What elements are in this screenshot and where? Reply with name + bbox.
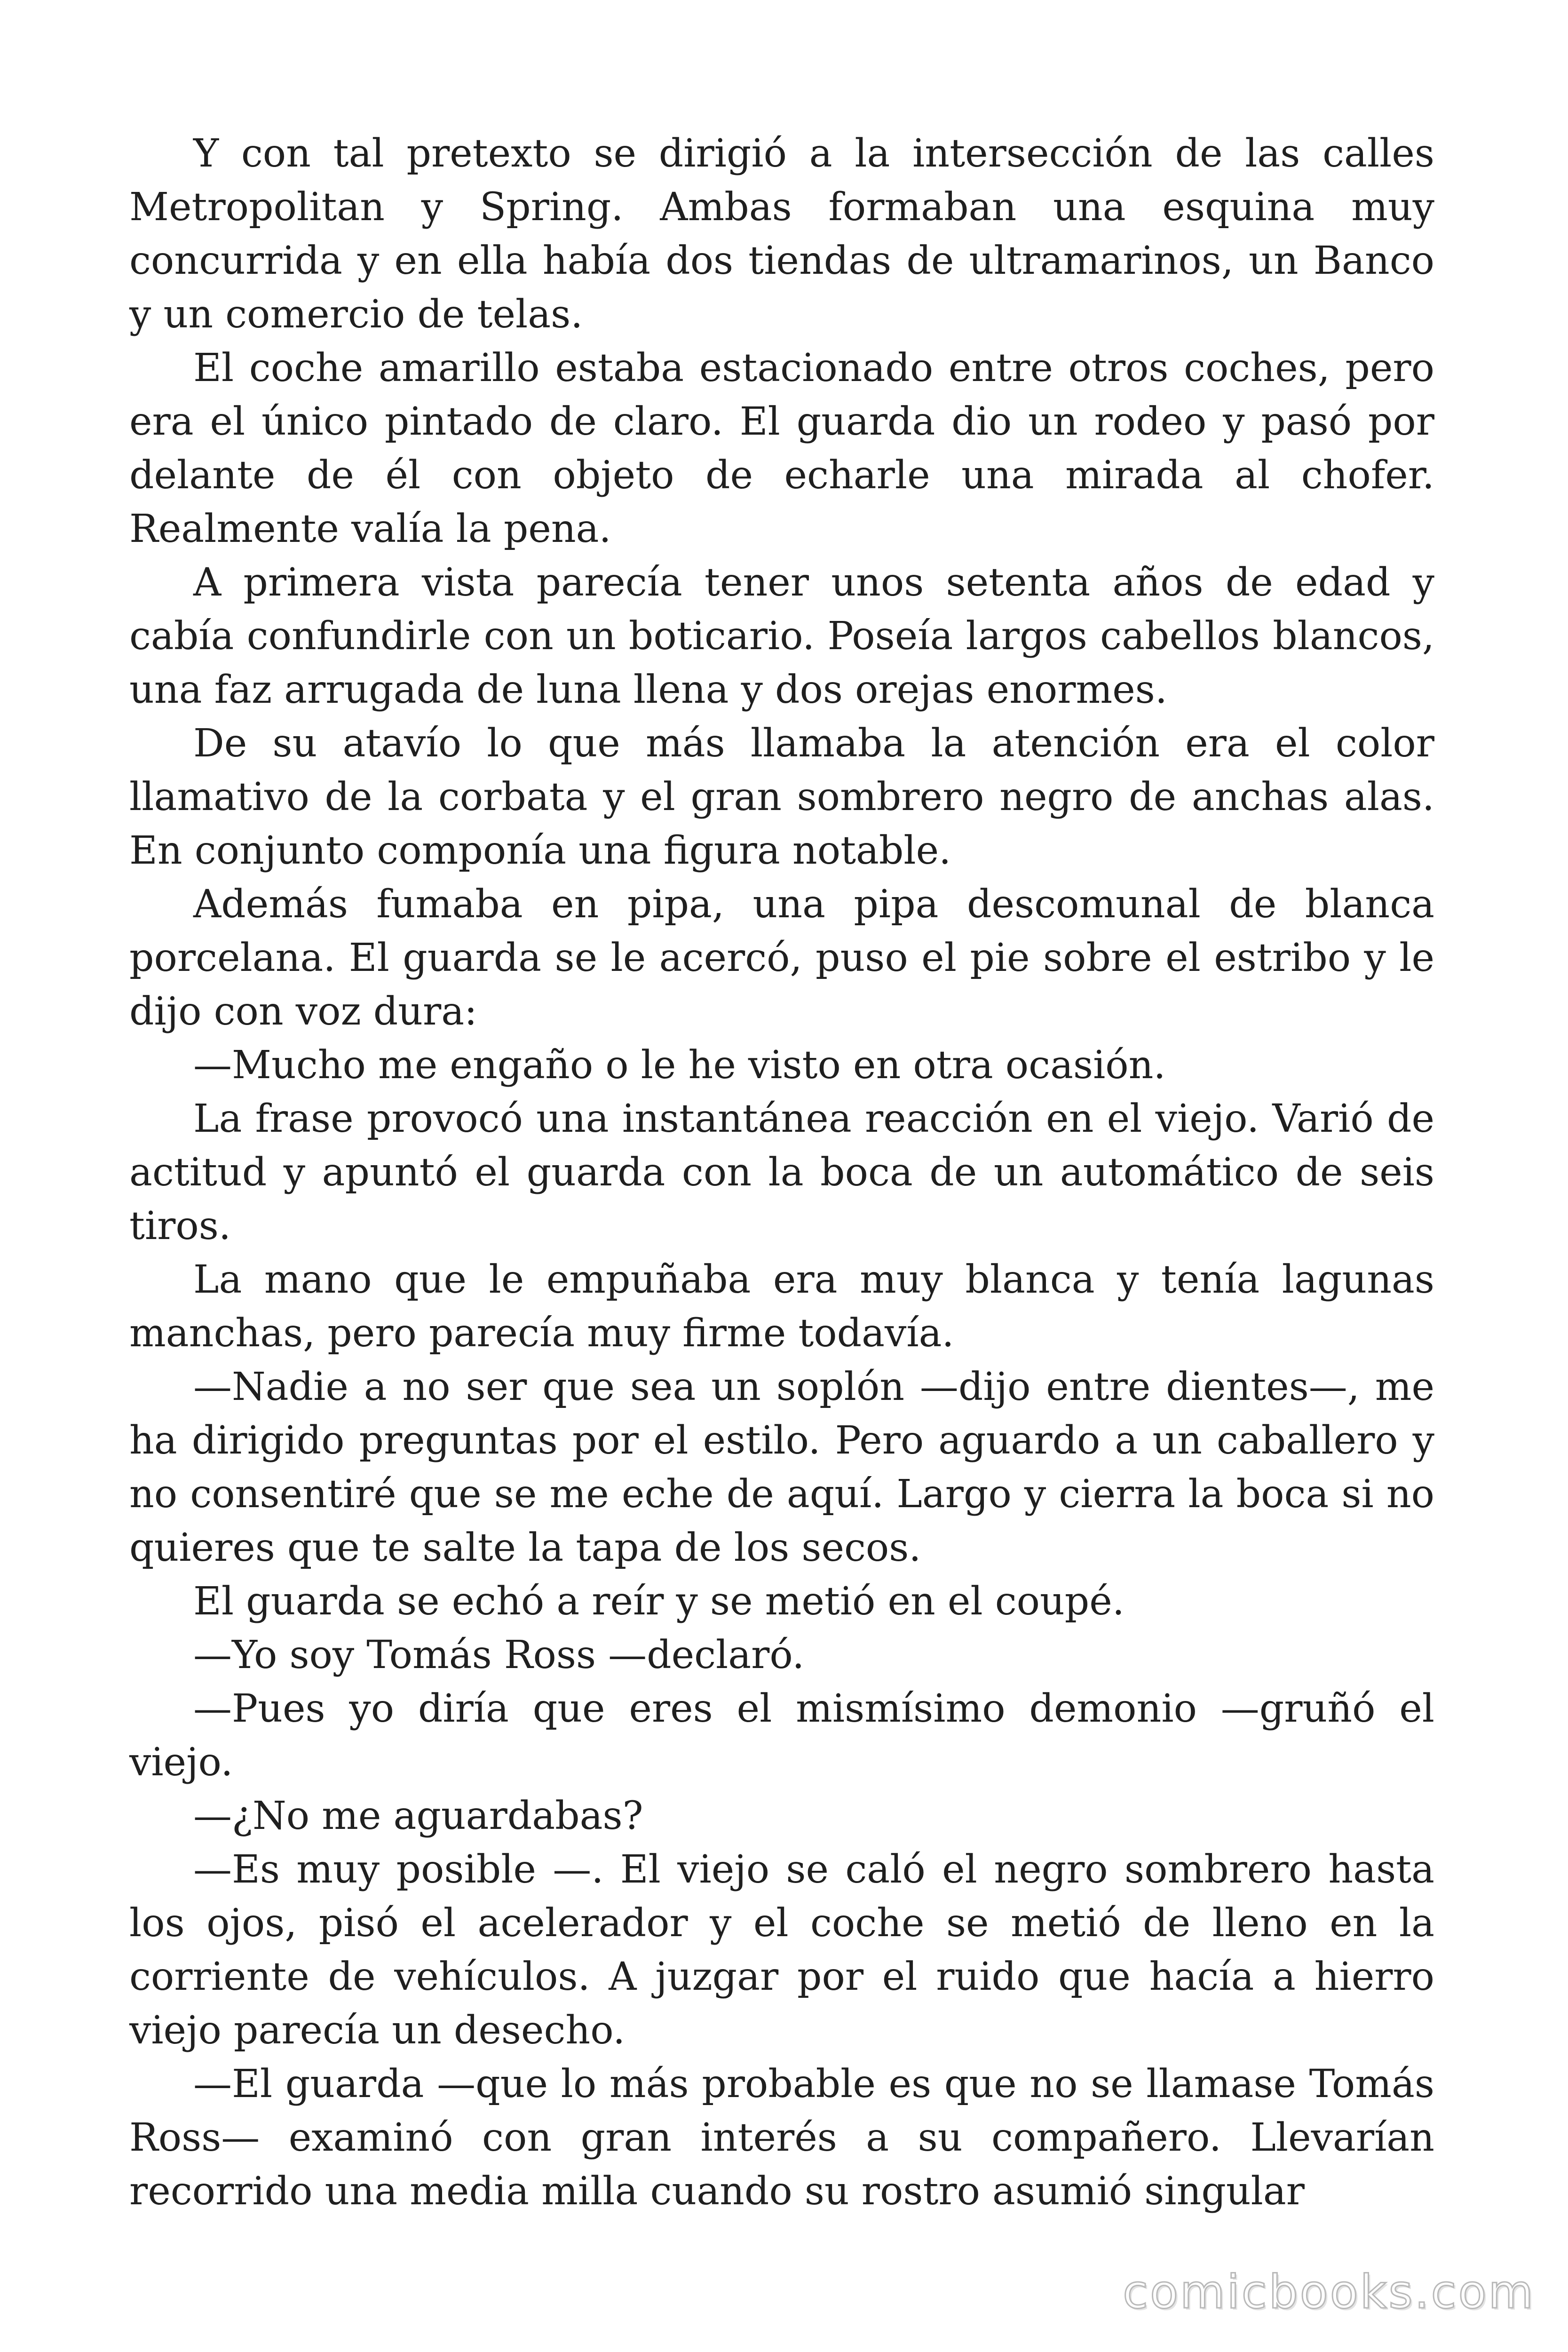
paragraph: A primera vista parecía tener unos setenta años de edad y cabía confundirle con un boticario. Poseía largos cabellos blancos, una faz arrugada de luna llena y dos orejas enormes. bbox=[129, 560, 1434, 712]
paragraph: El coche amarillo estaba estacionado entre otros coches, pero era el único pintado de claro. El guarda dio un rodeo y pasó por delante de él con objeto de echarle una mirada al chofer. Realmente valía la pena. bbox=[129, 346, 1434, 551]
watermark: comicbooks.com bbox=[1123, 2265, 1535, 2319]
paragraph: —Yo soy Tomás Ross —declaró. bbox=[193, 1633, 805, 1677]
paragraph: Además fumaba en pipa, una pipa descomunal de blanca porcelana. El guarda se le acercó, puso el pie sobre el estribo y le dijo con voz dura: bbox=[129, 882, 1434, 1034]
paragraph: El guarda se echó a reír y se metió en el coupé. bbox=[193, 1579, 1125, 1624]
paragraph: —Pues yo diría que eres el mismísimo demonio —gruñó el viejo. bbox=[129, 1686, 1434, 1785]
paragraph: Y con tal pretexto se dirigió a la intersección de las calles Metropolitan y Spring. Ambas formaban una esquina muy concurrida y en ella había dos tiendas de ultramarinos, un Banco y un comercio de telas. bbox=[129, 131, 1434, 337]
paragraph: —Nadie a no ser que sea un soplón —dijo entre dientes—, me ha dirigido preguntas por el estilo. Pero aguardo a un caballero y no consentiré que se me eche de aquí. Largo y cierra la boca si no quieres que te salte la tapa de los secos. bbox=[129, 1365, 1434, 1570]
paragraph: —¿No me aguardabas? bbox=[193, 1794, 643, 1838]
book-page-text bbox=[129, 127, 1434, 2218]
paragraph: —Es muy posible —. El viejo se caló el negro sombrero hasta los ojos, pisó el acelerador y el coche se metió de lleno en la corriente de vehículos. A juzgar por el ruido que hacía a hierro viejo parecía un desecho. bbox=[129, 1847, 1434, 2053]
paragraph: —Mucho me engaño o le he visto en otra ocasión. bbox=[193, 1043, 1166, 1088]
paragraph: La frase provocó una instantánea reacción en el viejo. Varió de actitud y apuntó el guarda con la boca de un automático de seis tiros. bbox=[129, 1097, 1434, 1248]
paragraph: La mano que le empuñaba era muy blanca y tenía lagunas manchas, pero parecía muy firme todavía. bbox=[129, 1257, 1434, 1356]
paragraph: De su atavío lo que más llamaba la atención era el color llamativo de la corbata y el gran sombrero negro de anchas alas. En conjunto componía una figura notable. bbox=[129, 721, 1434, 873]
paragraph: —El guarda —que lo más probable es que no se llamase Tomás Ross— examinó con gran interés a su compañero. Llevarían recorrido una media milla cuando su rostro asumió singular bbox=[129, 2062, 1434, 2214]
